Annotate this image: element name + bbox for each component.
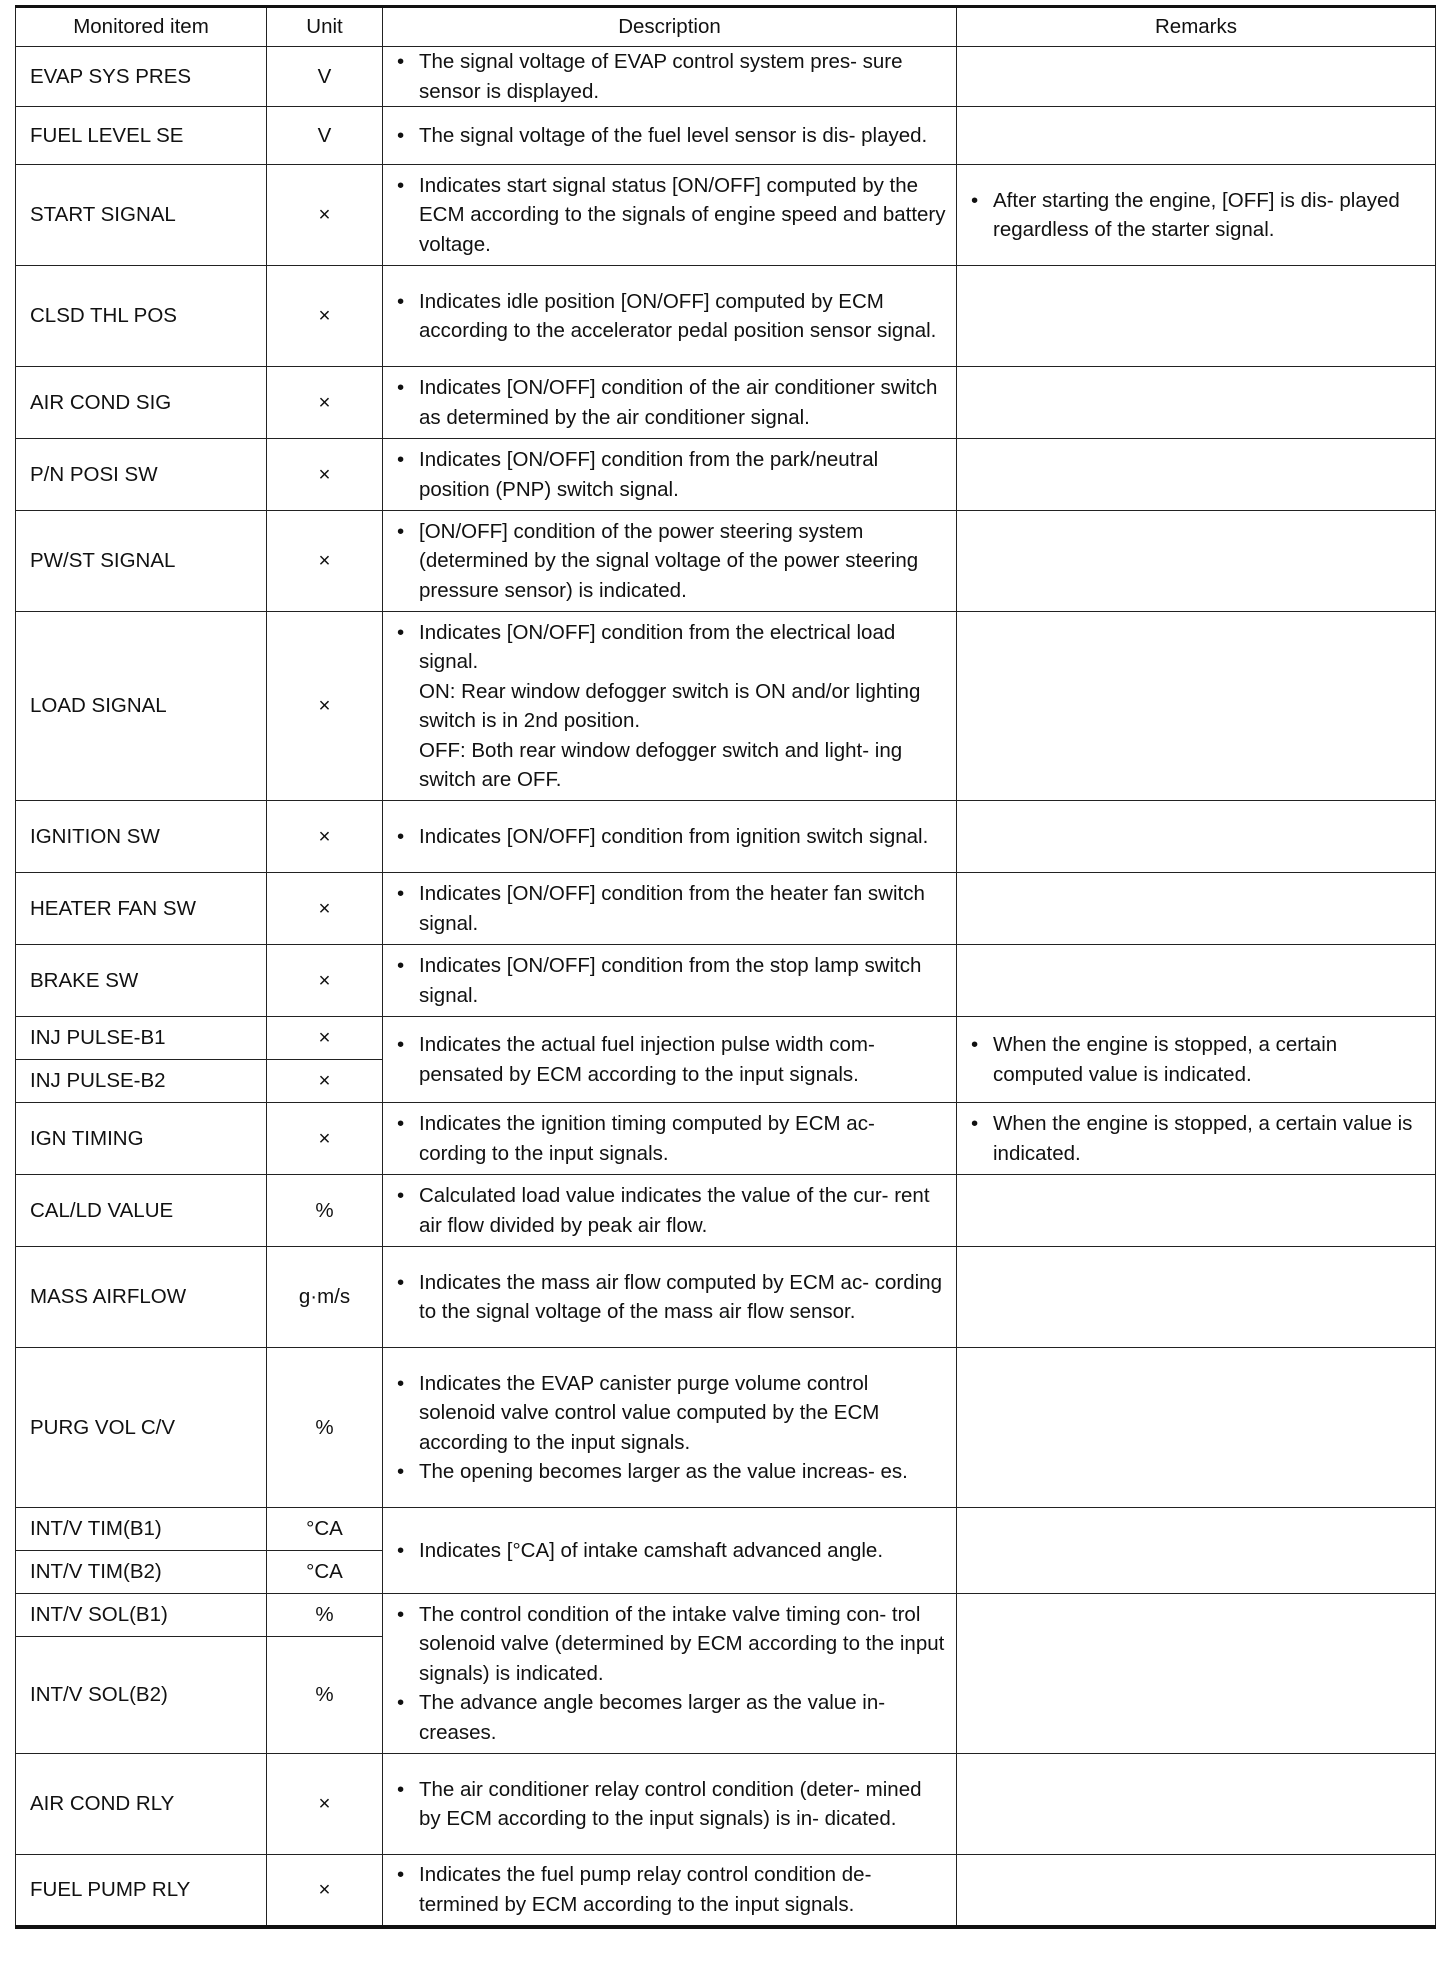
- description-cell: [383, 1594, 957, 1754]
- monitored-item: AIR COND SIG: [16, 367, 267, 439]
- unit-value: °CA: [267, 1551, 383, 1594]
- description-text: Indicates [ON/OFF] condition from the park/neutral position (PNP) switch signal.: [419, 448, 879, 501]
- monitored-item: INJ PULSE-B2: [16, 1060, 267, 1103]
- table-row: [16, 1348, 1436, 1508]
- list-item: • The advance angle becomes larger as the value in- creases.: [397, 1691, 886, 1744]
- header-unit: Unit: [267, 7, 383, 47]
- list-item: • Indicates the EVAP canister purge volume control solenoid valve control value computed by the ECM according to the input signals.: [397, 1371, 880, 1454]
- list-item: • Indicates [ON/OFF] condition from ignition switch signal.: [397, 824, 929, 848]
- description-text: The control condition of the intake valve timing con- trol solenoid valve (determined by ECM according to the input signals) is indicated.: [419, 1602, 945, 1685]
- monitored-item: BRAKE SW: [16, 945, 267, 1017]
- monitored-item: INT/V TIM(B1): [16, 1508, 267, 1551]
- table-header-row: [16, 7, 1436, 47]
- monitored-item: INT/V SOL(B1): [16, 1594, 267, 1637]
- description-cell: [383, 945, 957, 1017]
- description-text: Indicates [ON/OFF] condition from the heater fan switch signal.: [419, 882, 925, 935]
- description-cell: [383, 266, 957, 367]
- remarks-cell: [957, 1508, 1436, 1594]
- monitored-item: PW/ST SIGNAL: [16, 511, 267, 612]
- list-item: • [ON/OFF] condition of the power steering system (determined by the signal voltage of the power steering pressure sensor) is indicated.: [397, 519, 919, 602]
- list-item: • Indicates [°CA] of intake camshaft advanced angle.: [397, 1538, 884, 1562]
- monitored-item: MASS AIRFLOW: [16, 1247, 267, 1348]
- remarks-cell: [957, 1348, 1436, 1508]
- monitored-item: START SIGNAL: [16, 165, 267, 266]
- monitored-item: HEATER FAN SW: [16, 873, 267, 945]
- table-row: [16, 1103, 1436, 1175]
- list-item: • Indicates the actual fuel injection pulse width com- pensated by ECM according to the input signals.: [397, 1033, 875, 1086]
- unit-value: ×: [267, 1103, 383, 1175]
- remarks-cell: [957, 1017, 1436, 1103]
- description-text: The air conditioner relay control condition (deter- mined by ECM according to the input signals) is in- dicated.: [419, 1777, 922, 1830]
- description-cell: [383, 1247, 957, 1348]
- unit-value: ×: [267, 1754, 383, 1855]
- description-off-text: OFF: Both rear window defogger switch and light- ing switch are OFF.: [419, 738, 903, 791]
- table-row: [16, 945, 1436, 1017]
- remarks-text: When the engine is stopped, a certain computed value is indicated.: [993, 1033, 1338, 1086]
- description-cell: [383, 511, 957, 612]
- description-cell: [383, 1175, 957, 1247]
- list-item: • The air conditioner relay control condition (deter- mined by ECM according to the input signals) is in- dicated.: [397, 1777, 922, 1830]
- list-item: • Indicates the ignition timing computed by ECM ac- cording to the input signals.: [397, 1112, 875, 1165]
- description-text: Indicates [ON/OFF] condition from the stop lamp switch signal.: [419, 954, 922, 1007]
- description-text: Indicates [ON/OFF] condition from ignition switch signal.: [419, 824, 929, 848]
- table-row: [16, 612, 1436, 801]
- description-text: The signal voltage of EVAP control system pres- sure sensor is displayed.: [419, 50, 903, 103]
- table-row: [16, 873, 1436, 945]
- list-item: • Indicates the fuel pump relay control condition de- termined by ECM according to the input signals.: [397, 1863, 872, 1916]
- list-item: • The control condition of the intake valve timing con- trol solenoid valve (determined by ECM according to the input signals) is indicated.: [397, 1602, 945, 1685]
- unit-value: ×: [267, 1060, 383, 1103]
- remarks-cell: [957, 367, 1436, 439]
- monitored-item: INT/V TIM(B2): [16, 1551, 267, 1594]
- remarks-cell: [957, 439, 1436, 511]
- monitored-item: PURG VOL C/V: [16, 1348, 267, 1508]
- remarks-cell: [957, 1103, 1436, 1175]
- description-text: Indicates start signal status [ON/OFF] computed by the ECM according to the signals of engine speed and battery voltage.: [419, 173, 946, 256]
- table-row: [16, 1017, 1436, 1060]
- header-description: Description: [383, 7, 957, 47]
- description-on-text: ON: Rear window defogger switch is ON and/or lighting switch is in 2nd position.: [419, 679, 921, 732]
- description-text: Indicates idle position [ON/OFF] computed by ECM according to the accelerator pedal position sensor signal.: [419, 289, 937, 342]
- description-text: Indicates the actual fuel injection pulse width com- pensated by ECM according to the input signals.: [419, 1033, 875, 1086]
- unit-value: %: [267, 1175, 383, 1247]
- monitored-item: IGN TIMING: [16, 1103, 267, 1175]
- unit-value: ×: [267, 165, 383, 266]
- table-row: [16, 47, 1436, 107]
- description-text: Indicates the mass air flow computed by ECM ac- cording to the signal voltage of the mass air flow sensor.: [419, 1270, 942, 1323]
- list-item: • Indicates [ON/OFF] condition from the heater fan switch signal.: [397, 882, 925, 935]
- table-row: [16, 511, 1436, 612]
- description-text: Indicates the fuel pump relay control condition de- termined by ECM according to the input signals.: [419, 1863, 872, 1916]
- unit-value: ×: [267, 873, 383, 945]
- table-row: [16, 439, 1436, 511]
- remarks-cell: [957, 801, 1436, 873]
- remarks-cell: [957, 873, 1436, 945]
- unit-value: ×: [267, 1855, 383, 1927]
- remarks-cell: [957, 47, 1436, 107]
- description-cell: [383, 165, 957, 266]
- remarks-cell: [957, 1247, 1436, 1348]
- description-text: [ON/OFF] condition of the power steering system (determined by the signal voltage of the power steering pressure sensor) is indicated.: [419, 519, 919, 602]
- monitor-item-table-page: [15, 5, 1435, 1929]
- table-row: [16, 1855, 1436, 1927]
- remarks-text: When the engine is stopped, a certain value is indicated.: [993, 1112, 1413, 1165]
- list-item: • When the engine is stopped, a certain value is indicated.: [971, 1112, 1413, 1165]
- description-cell: [383, 873, 957, 945]
- header-remarks: Remarks: [957, 7, 1436, 47]
- description-text: Indicates [ON/OFF] condition from the electrical load signal.: [419, 620, 896, 673]
- table-row: [16, 801, 1436, 873]
- list-item: • Indicates [ON/OFF] condition from the electrical load signal. ON: Rear window defogger switch is ON and/or lighting switch is in 2nd position. OFF: Both rear window defogger switch and light- ing switch are OFF.: [391, 618, 946, 795]
- unit-value: %: [267, 1637, 383, 1754]
- unit-value: ×: [267, 801, 383, 873]
- description-cell: [383, 1754, 957, 1855]
- description-cell: [383, 801, 957, 873]
- remarks-text: After starting the engine, [OFF] is dis- played regardless of the starter signal.: [993, 188, 1400, 241]
- list-item: • Calculated load value indicates the value of the cur- rent air flow divided by peak air flow.: [397, 1184, 930, 1237]
- description-text: The advance angle becomes larger as the value in- creases.: [419, 1691, 886, 1744]
- unit-value: g·m/s: [267, 1247, 383, 1348]
- list-item: • Indicates start signal status [ON/OFF] computed by the ECM according to the signals of engine speed and battery voltage.: [397, 173, 946, 256]
- remarks-cell: [957, 945, 1436, 1017]
- unit-value: V: [267, 107, 383, 165]
- header-monitored-item: Monitored item: [16, 7, 267, 47]
- remarks-cell: [957, 165, 1436, 266]
- monitored-item: CLSD THL POS: [16, 266, 267, 367]
- list-item: • Indicates [ON/OFF] condition from the stop lamp switch signal.: [397, 954, 922, 1007]
- description-text: Calculated load value indicates the value of the cur- rent air flow divided by peak air flow.: [419, 1184, 930, 1237]
- table-row: [16, 1594, 1436, 1637]
- description-cell: [383, 367, 957, 439]
- table-row: [16, 1247, 1436, 1348]
- monitored-item: IGNITION SW: [16, 801, 267, 873]
- unit-value: ×: [267, 612, 383, 801]
- list-item: • The signal voltage of EVAP control system pres- sure sensor is displayed.: [397, 50, 903, 103]
- unit-value: %: [267, 1348, 383, 1508]
- description-cell: [383, 1348, 957, 1508]
- list-item: • After starting the engine, [OFF] is dis- played regardless of the starter signal.: [971, 188, 1400, 241]
- monitored-item: CAL/LD VALUE: [16, 1175, 267, 1247]
- description-text: The signal voltage of the fuel level sensor is dis- played.: [419, 123, 928, 147]
- list-item: • Indicates the mass air flow computed by ECM ac- cording to the signal voltage of the mass air flow sensor.: [397, 1270, 942, 1323]
- monitor-item-table: [15, 5, 1436, 1929]
- unit-value: V: [267, 47, 383, 107]
- description-text: Indicates the EVAP canister purge volume control solenoid valve control value computed by the ECM according to the input signals.: [419, 1371, 880, 1454]
- description-cell: [383, 439, 957, 511]
- unit-value: ×: [267, 945, 383, 1017]
- description-cell: [383, 1508, 957, 1594]
- description-text: Indicates [ON/OFF] condition of the air conditioner switch as determined by the air conditioner signal.: [419, 376, 938, 429]
- description-cell: [383, 612, 957, 801]
- remarks-cell: [957, 266, 1436, 367]
- remarks-cell: [957, 1175, 1436, 1247]
- unit-value: ×: [267, 266, 383, 367]
- table-row: [16, 1175, 1436, 1247]
- remarks-cell: [957, 511, 1436, 612]
- description-cell: [383, 1017, 957, 1103]
- unit-value: ×: [267, 367, 383, 439]
- unit-value: °CA: [267, 1508, 383, 1551]
- monitored-item: EVAP SYS PRES: [16, 47, 267, 107]
- list-item: • When the engine is stopped, a certain computed value is indicated.: [971, 1033, 1338, 1086]
- description-cell: [383, 1855, 957, 1927]
- description-cell: [383, 1103, 957, 1175]
- list-item: • The opening becomes larger as the value increas- es.: [397, 1460, 908, 1483]
- monitored-item: P/N POSI SW: [16, 439, 267, 511]
- description-text: Indicates the ignition timing computed by ECM ac- cording to the input signals.: [419, 1112, 875, 1165]
- unit-value: ×: [267, 511, 383, 612]
- table-row: [16, 1508, 1436, 1551]
- remarks-cell: [957, 107, 1436, 165]
- monitored-item: AIR COND RLY: [16, 1754, 267, 1855]
- remarks-cell: [957, 612, 1436, 801]
- table-row: [16, 266, 1436, 367]
- unit-value: %: [267, 1594, 383, 1637]
- monitored-item: INJ PULSE-B1: [16, 1017, 267, 1060]
- monitored-item: INT/V SOL(B2): [16, 1637, 267, 1754]
- description-text: The opening becomes larger as the value increas- es.: [419, 1460, 908, 1483]
- monitored-item: LOAD SIGNAL: [16, 612, 267, 801]
- list-item: • Indicates [ON/OFF] condition from the park/neutral position (PNP) switch signal.: [397, 448, 879, 501]
- table-row: [16, 107, 1436, 165]
- table-row: [16, 1754, 1436, 1855]
- remarks-cell: [957, 1855, 1436, 1927]
- remarks-cell: [957, 1594, 1436, 1754]
- unit-value: ×: [267, 1017, 383, 1060]
- description-cell: [383, 107, 957, 165]
- unit-value: ×: [267, 439, 383, 511]
- description-text: Indicates [°CA] of intake camshaft advanced angle.: [419, 1538, 884, 1562]
- list-item: • Indicates [ON/OFF] condition of the air conditioner switch as determined by the air conditioner signal.: [397, 376, 938, 429]
- table-row: [16, 367, 1436, 439]
- table-row: [16, 165, 1436, 266]
- monitored-item: FUEL PUMP RLY: [16, 1855, 267, 1927]
- remarks-cell: [957, 1754, 1436, 1855]
- list-item: • Indicates idle position [ON/OFF] computed by ECM according to the accelerator pedal position sensor signal.: [397, 289, 937, 342]
- monitored-item: FUEL LEVEL SE: [16, 107, 267, 165]
- list-item: • The signal voltage of the fuel level sensor is dis- played.: [397, 123, 928, 147]
- description-cell: [383, 47, 957, 107]
